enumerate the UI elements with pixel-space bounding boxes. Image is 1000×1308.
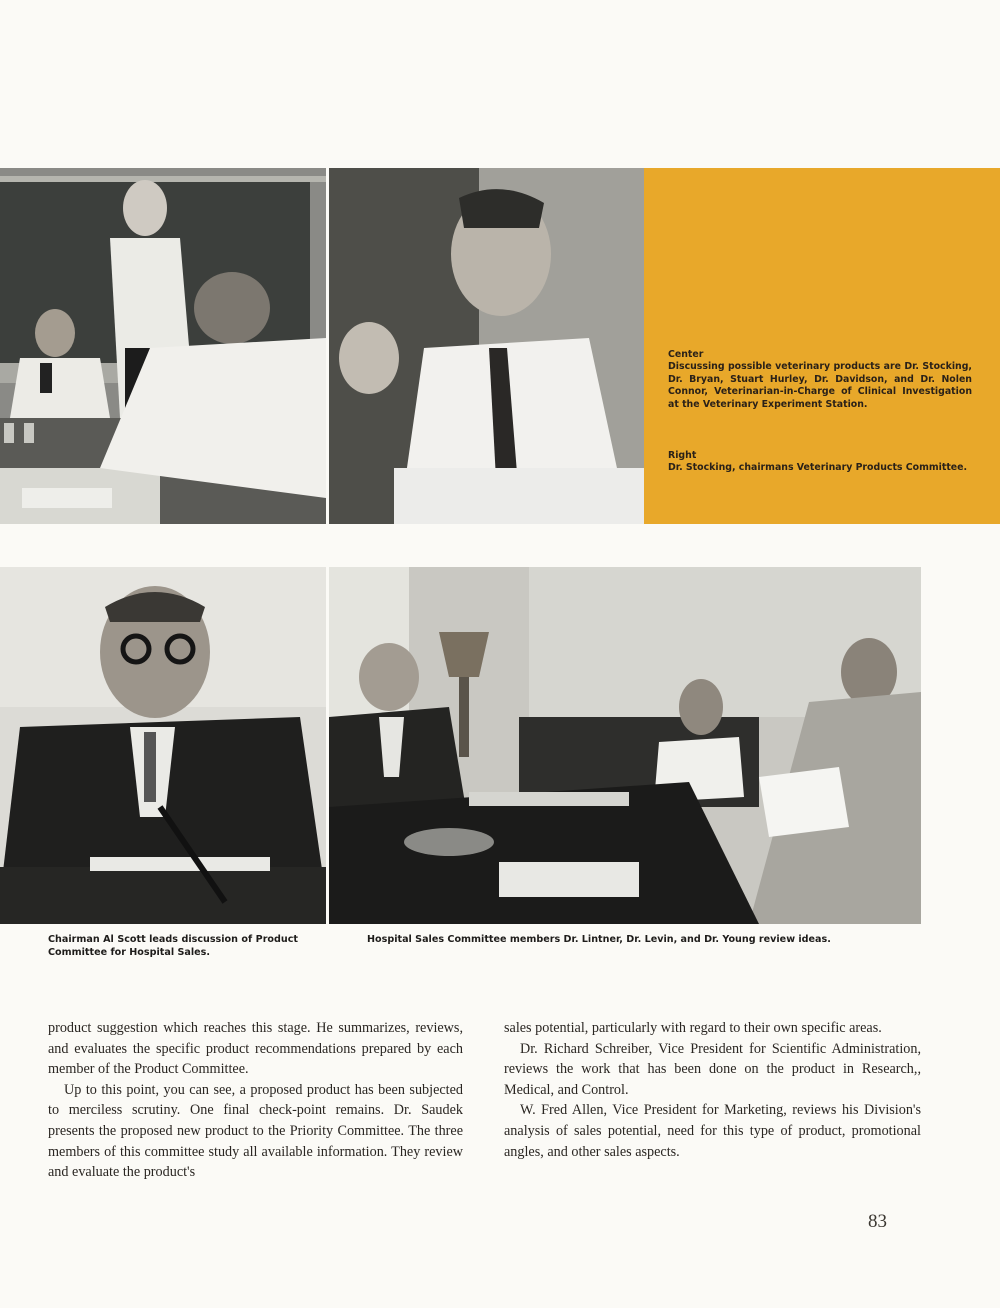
body-paragraph: sales potential, particularly with regard to their own specific areas.	[504, 1020, 882, 1036]
photo-dr-stocking	[329, 168, 644, 524]
body-column-right	[504, 1018, 921, 1162]
caption-hospital-sales: Hospital Sales Committee members Dr. Lintner, Dr. Levin, and Dr. Young review ideas.	[367, 934, 831, 945]
photo-committee-desk	[0, 168, 326, 524]
photo-al-scott	[0, 567, 326, 924]
caption-panel	[644, 168, 1000, 524]
caption-right	[668, 450, 972, 475]
caption-al-scott: Chairman Al Scott leads discussion of Product Committee for Hospital Sales.	[48, 934, 298, 958]
body-column-left	[48, 1018, 463, 1183]
photo-hospital-sales-committee	[329, 567, 921, 924]
body-paragraph: W. Fred Allen, Vice President for Marketing, reviews his Division's analysis of sales potential, need for this type of product, promotional angles, and other sales aspects.	[504, 1102, 921, 1160]
caption-right-text: Dr. Stocking, chairmans Veterinary Products Committee.	[668, 462, 968, 474]
caption-center-text: Discussing possible veterinary products are Dr. Stocking, Dr. Bryan, Stuart Hurley, Dr. Davidson, and Dr. Nolen Connor, Veterinarian-in-Charge of Clinical Investigation at the Veterinary Experiment Station.	[668, 361, 972, 410]
body-paragraph: product suggestion which reaches this stage. He summarizes, reviews, and evaluates the specific product recommendations prepared by each member of the Product Committee.	[48, 1020, 463, 1078]
caption-right-label: Right	[668, 450, 697, 461]
page-number: 83	[868, 1211, 887, 1232]
body-paragraph: Up to this point, you can see, a proposed product has been subjected to merciless scrutiny. One final check-point remains. Dr. Saudek presents the proposed new product to the Priority Committee. The three members of this committee study all available information. They review and evaluate the product's	[48, 1081, 463, 1181]
caption-center-label: Center	[668, 349, 704, 360]
body-paragraph: Dr. Richard Schreiber, Vice President for Scientific Administration, reviews the work that has been done on the product in Research,, Medical, and Control.	[504, 1040, 921, 1098]
caption-center	[668, 349, 972, 411]
